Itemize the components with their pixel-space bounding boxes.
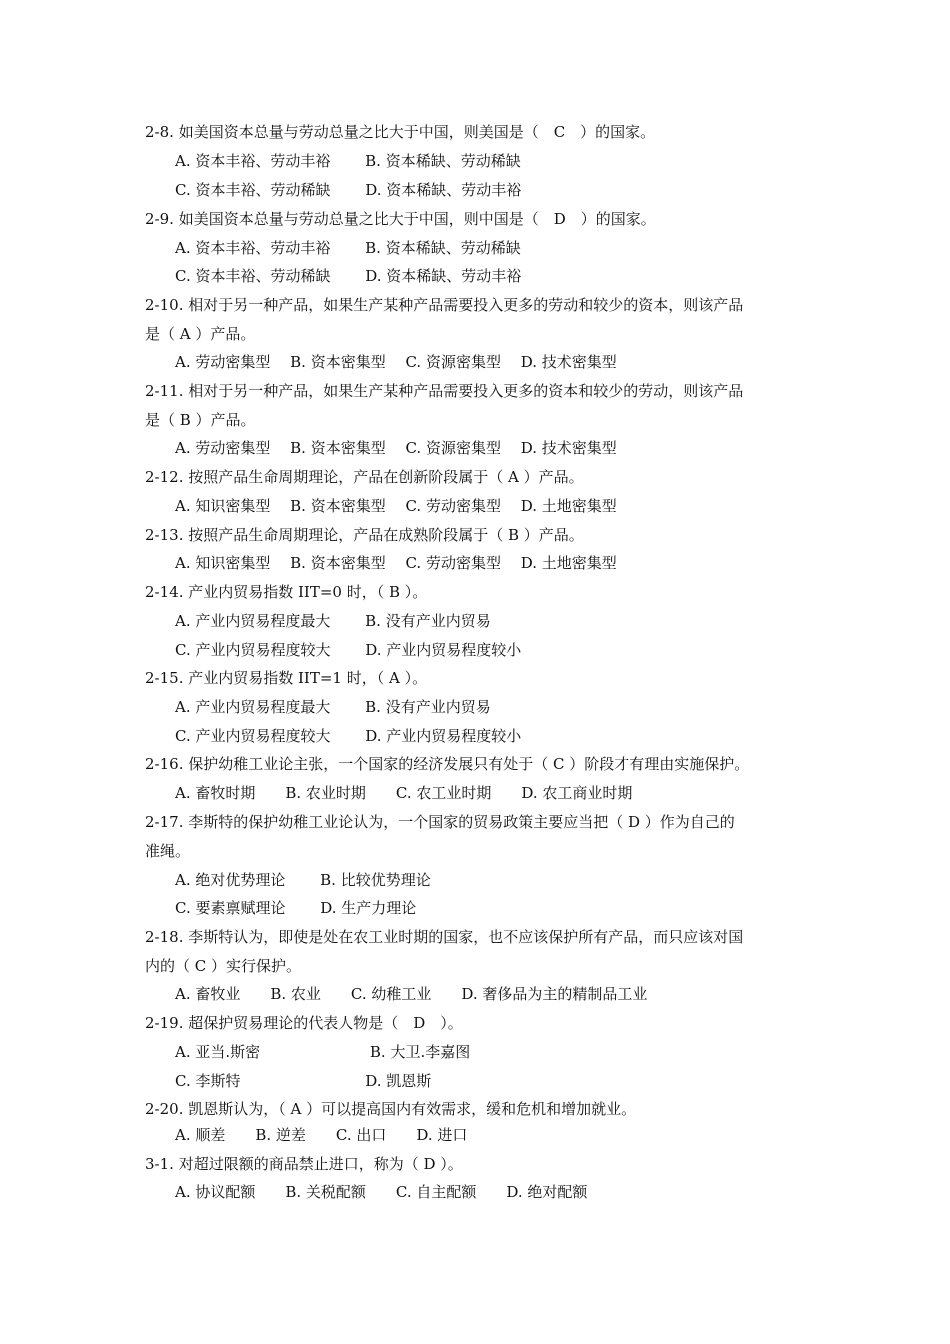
question-stem: 2-19. 超保护贸易理论的代表人物是（ D ）。 bbox=[145, 1014, 463, 1032]
question-options: C. 产业内贸易程度较大 D. 产业内贸易程度较小 bbox=[175, 727, 522, 745]
question-options: A. 劳动密集型 B. 资本密集型 C. 资源密集型 D. 技术密集型 bbox=[175, 353, 617, 371]
question-options: A. 资本丰裕、劳动丰裕 B. 资本稀缺、劳动稀缺 bbox=[175, 239, 521, 257]
question-options: A. 亚当.斯密 B. 大卫.李嘉图 bbox=[175, 1043, 471, 1061]
question-options: A. 顺差 B. 逆差 C. 出口 D. 进口 bbox=[175, 1126, 468, 1144]
question-stem: 2-14. 产业内贸易指数 IIT=0 时，（ B ）。 bbox=[145, 583, 428, 601]
question-options: C. 资本丰裕、劳动稀缺 D. 资本稀缺、劳动丰裕 bbox=[175, 267, 522, 285]
question-stem: 3-1. 对超过限额的商品禁止进口，称为（ D ）。 bbox=[145, 1155, 463, 1173]
question-options: A. 畜牧业 B. 农业 C. 幼稚工业 D. 奢侈品为主的精制品工业 bbox=[175, 985, 648, 1003]
question-stem: 2-15. 产业内贸易指数 IIT=1 时，（ A ）。 bbox=[145, 669, 428, 687]
question-stem: 准绳。 bbox=[145, 842, 191, 860]
question-options: C. 李斯特 D. 凯恩斯 bbox=[175, 1072, 432, 1090]
question-options: A. 绝对优势理论 B. 比较优势理论 bbox=[175, 871, 431, 889]
question-stem: 2-17. 李斯特的保护幼稚工业论认为，一个国家的贸易政策主要应当把（ D ）作为自己的 bbox=[145, 813, 735, 831]
question-stem: 是（ A ）产品。 bbox=[145, 325, 256, 343]
question-options: C. 产业内贸易程度较大 D. 产业内贸易程度较小 bbox=[175, 641, 522, 659]
question-options: A. 协议配额 B. 关税配额 C. 自主配额 D. 绝对配额 bbox=[175, 1183, 588, 1201]
question-options: A. 知识密集型 B. 资本密集型 C. 劳动密集型 D. 土地密集型 bbox=[175, 554, 617, 572]
question-stem: 内的（ C ）实行保护。 bbox=[145, 957, 302, 975]
question-stem: 2-8. 如美国资本总量与劳动总量之比大于中国，则美国是（ C ）的国家。 bbox=[145, 123, 656, 141]
question-stem: 2-10. 相对于另一种产品，如果生产某种产品需要投入更多的劳动和较少的资本，则该产品 bbox=[145, 296, 744, 314]
question-stem: 2-20. 凯恩斯认为，（ A ）可以提高国内有效需求，缓和危机和增加就业。 bbox=[145, 1100, 637, 1118]
question-stem: 是（ B ）产品。 bbox=[145, 411, 256, 429]
question-options: A. 资本丰裕、劳动丰裕 B. 资本稀缺、劳动稀缺 bbox=[175, 152, 521, 170]
question-stem: 2-9. 如美国资本总量与劳动总量之比大于中国，则中国是（ D ）的国家。 bbox=[145, 210, 656, 228]
question-stem: 2-13. 按照产品生命周期理论，产品在成熟阶段属于（ B ）产品。 bbox=[145, 526, 584, 544]
question-stem: 2-18. 李斯特认为，即使是处在农工业时期的国家，也不应该保护所有产品，而只应该对国 bbox=[145, 928, 744, 946]
question-stem: 2-12. 按照产品生命周期理论，产品在创新阶段属于（ A ）产品。 bbox=[145, 468, 584, 486]
question-options: A. 产业内贸易程度最大 B. 没有产业内贸易 bbox=[175, 612, 491, 630]
question-options: C. 要素禀赋理论 D. 生产力理论 bbox=[175, 899, 417, 917]
question-options: A. 劳动密集型 B. 资本密集型 C. 资源密集型 D. 技术密集型 bbox=[175, 439, 617, 457]
question-options: A. 知识密集型 B. 资本密集型 C. 劳动密集型 D. 土地密集型 bbox=[175, 497, 617, 515]
question-options: C. 资本丰裕、劳动稀缺 D. 资本稀缺、劳动丰裕 bbox=[175, 181, 522, 199]
question-options: A. 产业内贸易程度最大 B. 没有产业内贸易 bbox=[175, 698, 491, 716]
question-stem: 2-16. 保护幼稚工业论主张，一个国家的经济发展只有处于（ C ）阶段才有理由实施保护。 bbox=[145, 755, 750, 773]
question-options: A. 畜牧时期 B. 农业时期 C. 农工业时期 D. 农工商业时期 bbox=[175, 784, 633, 802]
question-stem: 2-11. 相对于另一种产品，如果生产某种产品需要投入更多的资本和较少的劳动，则该产品 bbox=[145, 382, 744, 400]
